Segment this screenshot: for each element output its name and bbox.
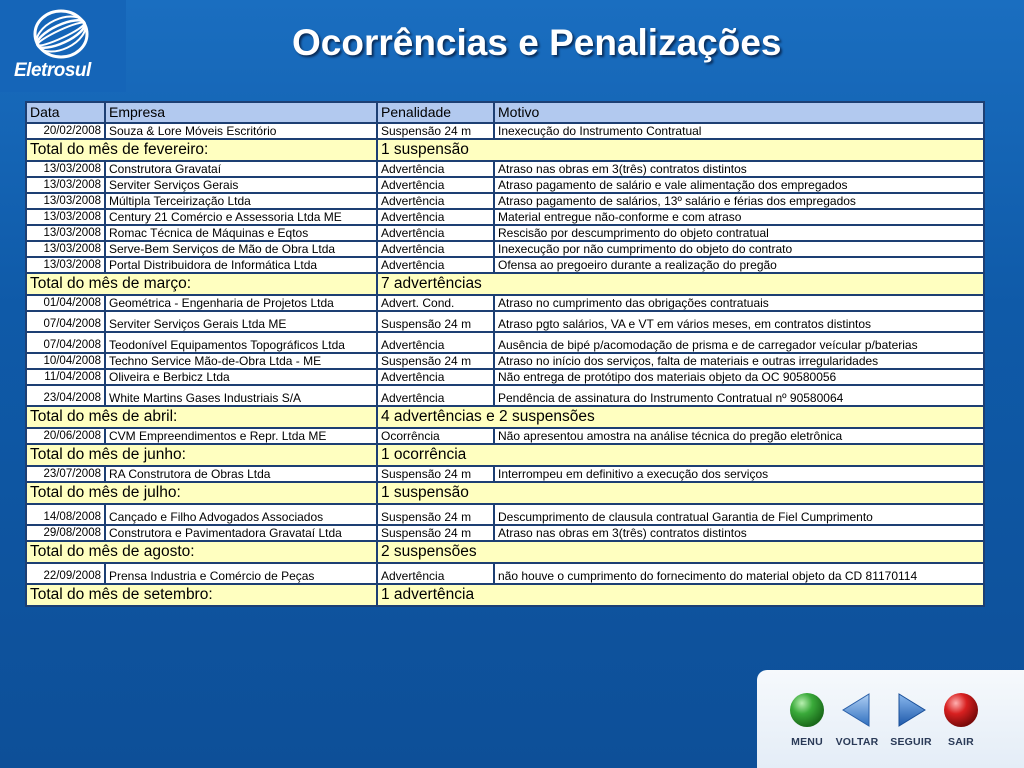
- cell-data: 01/04/2008: [26, 295, 105, 311]
- cell-motivo: Não apresentou amostra na análise técnica do pregão eletrônica: [494, 428, 984, 444]
- table-row: [26, 428, 984, 444]
- brand-name: Eletrosul: [14, 60, 91, 81]
- cell-penalidade: Advertência: [377, 161, 494, 177]
- voltar-button[interactable]: [829, 690, 885, 760]
- cell-data: 23/04/2008: [26, 385, 105, 406]
- column-header-penalidade: Penalidade: [377, 102, 494, 123]
- month-total-label: Total do mês de junho:: [26, 444, 377, 466]
- cell-empresa: CVM Empreendimentos e Repr. Ltda ME: [105, 428, 377, 444]
- month-total-value: 1 ocorrência: [377, 444, 984, 466]
- logo: [0, 0, 126, 92]
- cell-motivo: Inexecução do Instrumento Contratual: [494, 123, 984, 139]
- cell-data: 20/06/2008: [26, 428, 105, 444]
- cell-motivo: Atraso no cumprimento das obrigações contratuais: [494, 295, 984, 311]
- cell-motivo: Material entregue não-conforme e com atraso: [494, 209, 984, 225]
- month-total-row: [26, 444, 984, 466]
- column-header-data: Data: [26, 102, 105, 123]
- cell-motivo: Ausência de bipé p/acomodação de prisma e de carregador veícular p/baterias: [494, 332, 984, 353]
- table-row: [26, 369, 984, 385]
- cell-empresa: RA Construtora de Obras Ltda: [105, 466, 377, 482]
- cell-data: 13/03/2008: [26, 177, 105, 193]
- arrow-left-icon: [837, 690, 877, 730]
- cell-motivo: Atraso nas obras em 3(três) contratos distintos: [494, 525, 984, 541]
- page-title: Ocorrências e Penalizações: [292, 22, 782, 63]
- table-row: [26, 525, 984, 541]
- month-total-row: [26, 273, 984, 295]
- month-total-value: 7 advertências: [377, 273, 984, 295]
- cell-data: 07/04/2008: [26, 311, 105, 332]
- cell-empresa: Serviter Serviços Gerais Ltda ME: [105, 311, 377, 332]
- cell-data: 13/03/2008: [26, 193, 105, 209]
- month-total-row: [26, 139, 984, 161]
- table-row: [26, 332, 984, 353]
- penalties-table: [25, 101, 985, 607]
- table-row: [26, 225, 984, 241]
- seguir-button[interactable]: [883, 690, 939, 760]
- arrow-right-icon: [891, 690, 931, 730]
- sair-label: SAIR: [948, 736, 974, 748]
- table-row: [26, 504, 984, 525]
- cell-penalidade: Suspensão 24 m: [377, 504, 494, 525]
- cell-empresa: Construtora Gravataí: [105, 161, 377, 177]
- cell-penalidade: Advertência: [377, 563, 494, 584]
- month-total-label: Total do mês de julho:: [26, 482, 377, 504]
- table-row: [26, 193, 984, 209]
- cell-penalidade: Suspensão 24 m: [377, 466, 494, 482]
- table-header-row: [26, 102, 984, 123]
- month-total-value: 1 suspensão: [377, 139, 984, 161]
- cell-penalidade: Suspensão 24 m: [377, 123, 494, 139]
- table-row: [26, 257, 984, 273]
- cell-motivo: Ofensa ao pregoeiro durante a realização do pregão: [494, 257, 984, 273]
- cell-empresa: Techno Service Mão-de-Obra Ltda - ME: [105, 353, 377, 369]
- cell-data: 11/04/2008: [26, 369, 105, 385]
- table-row: [26, 161, 984, 177]
- month-total-row: [26, 584, 984, 606]
- cell-motivo: Atraso nas obras em 3(três) contratos distintos: [494, 161, 984, 177]
- cell-empresa: Múltipla Terceirização Ltda: [105, 193, 377, 209]
- seguir-label: SEGUIR: [890, 736, 932, 748]
- month-total-label: Total do mês de agosto:: [26, 541, 377, 563]
- month-total-row: [26, 541, 984, 563]
- cell-motivo: Atraso pagamento de salários, 13º salário e férias dos empregados: [494, 193, 984, 209]
- cell-data: 20/02/2008: [26, 123, 105, 139]
- cell-penalidade: Advertência: [377, 209, 494, 225]
- cell-motivo: Descumprimento de clausula contratual Garantia de Fiel Cumprimento: [494, 504, 984, 525]
- month-total-row: [26, 482, 984, 504]
- cell-data: 07/04/2008: [26, 332, 105, 353]
- cell-empresa: Prensa Industria e Comércio de Peças: [105, 563, 377, 584]
- month-total-value: 4 advertências e 2 suspensões: [377, 406, 984, 428]
- cell-penalidade: Advert. Cond.: [377, 295, 494, 311]
- month-total-label: Total do mês de fevereiro:: [26, 139, 377, 161]
- red-sphere-icon: [941, 690, 981, 730]
- table-row: [26, 311, 984, 332]
- voltar-label: VOLTAR: [835, 736, 879, 748]
- cell-penalidade: Ocorrência: [377, 428, 494, 444]
- month-total-label: Total do mês de abril:: [26, 406, 377, 428]
- sair-button[interactable]: [933, 690, 989, 760]
- cell-data: 23/07/2008: [26, 466, 105, 482]
- cell-data: 13/03/2008: [26, 225, 105, 241]
- cell-penalidade: Suspensão 24 m: [377, 311, 494, 332]
- cell-data: 22/09/2008: [26, 563, 105, 584]
- menu-button[interactable]: [779, 690, 835, 760]
- table-row: [26, 123, 984, 139]
- cell-motivo: Atraso pgto salários, VA e VT em vários meses, em contratos distintos: [494, 311, 984, 332]
- cell-empresa: Cançado e Filho Advogados Associados: [105, 504, 377, 525]
- table-row: [26, 385, 984, 406]
- table-row: [26, 563, 984, 584]
- cell-penalidade: Advertência: [377, 241, 494, 257]
- cell-penalidade: Advertência: [377, 177, 494, 193]
- cell-motivo: Rescisão por descumprimento do objeto contratual: [494, 225, 984, 241]
- table-row: [26, 209, 984, 225]
- month-total-label: Total do mês de setembro:: [26, 584, 377, 606]
- month-total-value: 2 suspensões: [377, 541, 984, 563]
- cell-motivo: Atraso no início dos serviços, falta de materiais e outras irregularidades: [494, 353, 984, 369]
- menu-label: MENU: [791, 736, 823, 748]
- cell-penalidade: Advertência: [377, 193, 494, 209]
- cell-motivo: Interrompeu em definitivo a execução dos serviços: [494, 466, 984, 482]
- globe-logo-icon: [30, 8, 92, 60]
- table-row: [26, 295, 984, 311]
- cell-data: 14/08/2008: [26, 504, 105, 525]
- table-row: [26, 177, 984, 193]
- cell-motivo: não houve o cumprimento do fornecimento do material objeto da CD 81170114: [494, 563, 984, 584]
- month-total-label: Total do mês de março:: [26, 273, 377, 295]
- cell-empresa: Portal Distribuidora de Informática Ltda: [105, 257, 377, 273]
- cell-penalidade: Advertência: [377, 257, 494, 273]
- cell-penalidade: Suspensão 24 m: [377, 353, 494, 369]
- table-row: [26, 241, 984, 257]
- cell-penalidade: Advertência: [377, 225, 494, 241]
- cell-empresa: Serviter Serviços Gerais: [105, 177, 377, 193]
- cell-empresa: Construtora e Pavimentadora Gravataí Ltda: [105, 525, 377, 541]
- month-total-value: 1 suspensão: [377, 482, 984, 504]
- cell-empresa: Teodonível Equipamentos Topográficos Ltda: [105, 332, 377, 353]
- cell-data: 13/03/2008: [26, 241, 105, 257]
- table-row: [26, 353, 984, 369]
- cell-empresa: White Martins Gases Industriais S/A: [105, 385, 377, 406]
- cell-penalidade: Suspensão 24 m: [377, 525, 494, 541]
- navigation-panel: [757, 670, 1024, 768]
- cell-data: 10/04/2008: [26, 353, 105, 369]
- green-sphere-icon: [787, 690, 827, 730]
- cell-motivo: Atraso pagamento de salário e vale alimentação dos empregados: [494, 177, 984, 193]
- cell-empresa: Souza & Lore Móveis Escritório: [105, 123, 377, 139]
- cell-data: 13/03/2008: [26, 161, 105, 177]
- cell-motivo: Não entrega de protótipo dos materiais objeto da OC 90580056: [494, 369, 984, 385]
- table-row: [26, 466, 984, 482]
- cell-penalidade: Advertência: [377, 385, 494, 406]
- cell-empresa: Geométrica - Engenharia de Projetos Ltda: [105, 295, 377, 311]
- cell-empresa: Romac Técnica de Máquinas e Eqtos: [105, 225, 377, 241]
- month-total-row: [26, 406, 984, 428]
- column-header-empresa: Empresa: [105, 102, 377, 123]
- cell-penalidade: Advertência: [377, 369, 494, 385]
- cell-motivo: Pendência de assinatura do Instrumento Contratual nº 90580064: [494, 385, 984, 406]
- column-header-motivo: Motivo: [494, 102, 984, 123]
- month-total-value: 1 advertência: [377, 584, 984, 606]
- cell-data: 13/03/2008: [26, 209, 105, 225]
- cell-motivo: Inexecução por não cumprimento do objeto do contrato: [494, 241, 984, 257]
- cell-data: 29/08/2008: [26, 525, 105, 541]
- cell-penalidade: Advertência: [377, 332, 494, 353]
- cell-empresa: Oliveira e Berbicz Ltda: [105, 369, 377, 385]
- cell-data: 13/03/2008: [26, 257, 105, 273]
- cell-empresa: Century 21 Comércio e Assessoria Ltda ME: [105, 209, 377, 225]
- cell-empresa: Serve-Bem Serviços de Mão de Obra Ltda: [105, 241, 377, 257]
